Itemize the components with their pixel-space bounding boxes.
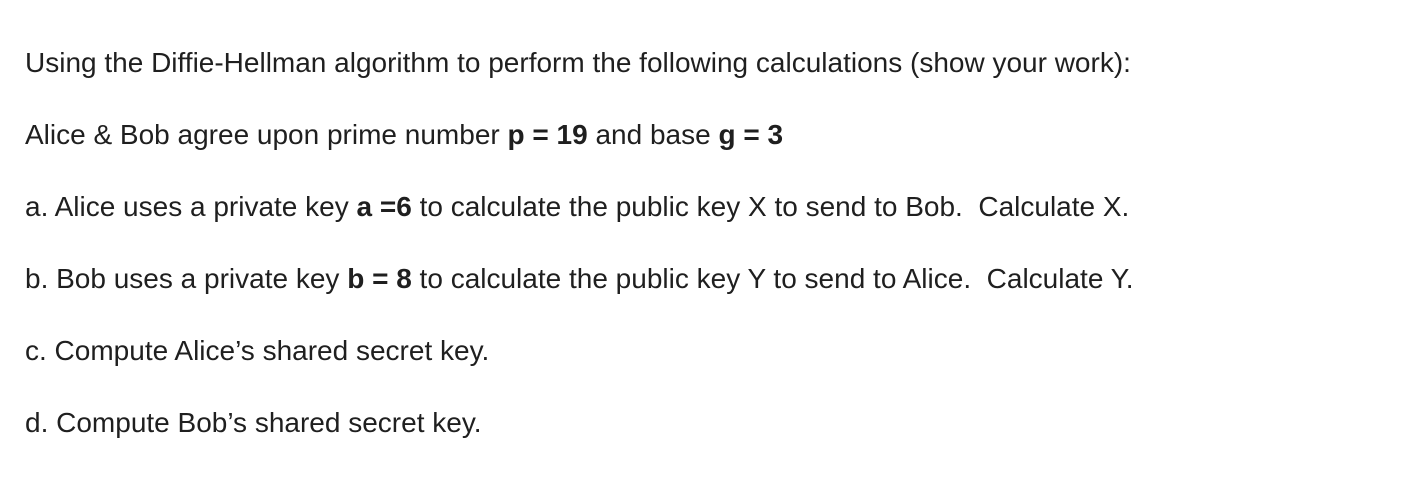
private-key-a-expression: a =6 <box>356 191 412 222</box>
part-c-text: c. Compute Alice’s shared secret key. <box>25 335 490 366</box>
part-a-suffix: to calculate the public key X to send to Bob. Calculate X. <box>411 191 1130 222</box>
intro-text: Using the Diffie-Hellman algorithm to perform the following calculations (show your work): <box>25 47 1131 78</box>
intro-line <box>25 45 1131 81</box>
question-document <box>25 0 1385 438</box>
part-b-suffix: to calculate the public key Y to send to Alice. Calculate Y. <box>411 263 1134 294</box>
part-c-line <box>25 333 489 369</box>
private-key-b-expression: b = 8 <box>347 263 412 294</box>
part-d-line <box>25 405 482 441</box>
given-line <box>25 117 783 153</box>
part-a-line <box>25 189 1129 225</box>
base-g-expression: g = 3 <box>718 119 784 150</box>
part-b-prefix: b. Bob uses a private key <box>25 263 348 294</box>
part-a-prefix: a. Alice uses a private key <box>25 191 357 222</box>
part-d-text: d. Compute Bob’s shared secret key. <box>25 407 482 438</box>
prime-p-expression: p = 19 <box>507 119 588 150</box>
given-prefix: Alice & Bob agree upon prime number <box>25 119 508 150</box>
part-b-line <box>25 261 1134 297</box>
given-middle: and base <box>587 119 719 150</box>
